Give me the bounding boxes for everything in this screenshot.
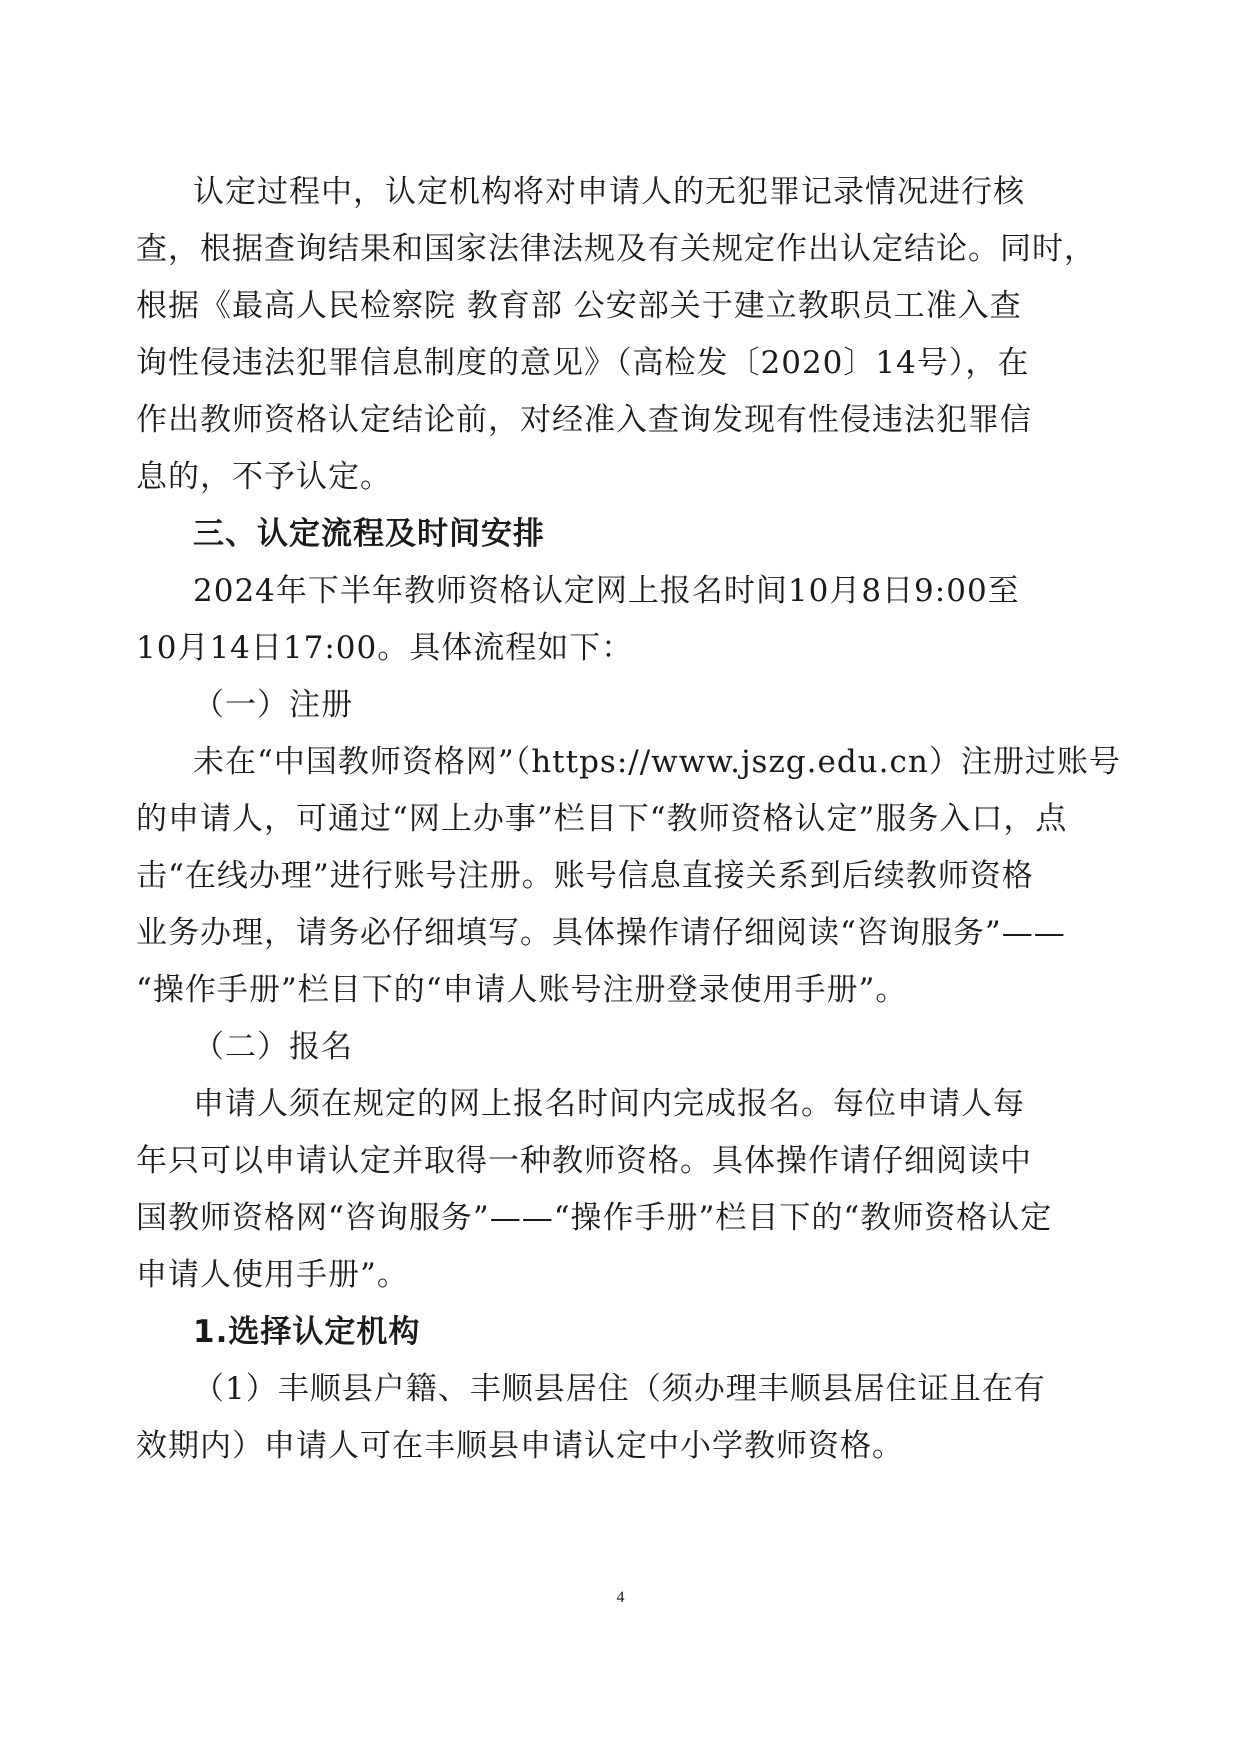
paragraph-line: 效期内）申请人可在丰顺县申请认定中小学教师资格。 (136, 1428, 904, 1464)
paragraph-line: 的申请人，可通过“网上办事”栏目下“教师资格认定”服务入口，点 (136, 801, 1068, 837)
paragraph-line: 根据《最高人民检察院 教育部 公安部关于建立教职员工准入查 (136, 288, 1022, 324)
paragraph-line: 业务办理，请务必仔细填写。具体操作请仔细阅读“咨询服务”—— (136, 915, 1066, 951)
paragraph-line: “操作手册”栏目下的“申请人账号注册登录使用手册”。 (136, 972, 908, 1008)
paragraph-line: 年只可以申请认定并取得一种教师资格。具体操作请仔细阅读中 (136, 1143, 1032, 1179)
paragraph-line: 息的，不予认定。 (136, 459, 392, 495)
paragraph-line: 询性侵违法犯罪信息制度的意见》（高检发〔2020〕14号），在 (136, 345, 1030, 381)
item-heading: 1.选择认定机构 (193, 1314, 421, 1350)
paragraph-line: 作出教师资格认定结论前，对经准入查询发现有性侵违法犯罪信 (136, 402, 1032, 438)
paragraph-line: 10月14日17:00。具体流程如下： (136, 630, 634, 666)
paragraph-line: 申请人使用手册”。 (136, 1257, 409, 1293)
paragraph-line: 认定过程中，认定机构将对申请人的无犯罪记录情况进行核 (193, 174, 1025, 210)
paragraph-line: 未在“中国教师资格网”（https://www.jszg.edu.cn）注册过账号 (193, 744, 1121, 780)
paragraph-line: （1）丰顺县户籍、丰顺县居住（须办理丰顺县居住证且在有 (193, 1371, 1046, 1407)
subsection-heading: （二）报名 (193, 1029, 353, 1065)
paragraph-line: 国教师资格网“咨询服务”——“操作手册”栏目下的“教师资格认定 (136, 1200, 1053, 1236)
paragraph-line: 击“在线办理”进行账号注册。账号信息直接关系到后续教师资格 (136, 858, 1034, 894)
page-number: 4 (616, 1589, 625, 1606)
paragraph-line: 查，根据查询结果和国家法律法规及有关规定作出认定结论。同时， (136, 231, 1096, 267)
paragraph-line: 申请人须在规定的网上报名时间内完成报名。每位申请人每 (193, 1086, 1025, 1122)
paragraph-line: 2024年下半年教师资格认定网上报名时间10月8日9:00至 (193, 573, 1020, 609)
section-heading: 三、认定流程及时间安排 (193, 516, 545, 552)
subsection-heading: （一）注册 (193, 687, 353, 723)
